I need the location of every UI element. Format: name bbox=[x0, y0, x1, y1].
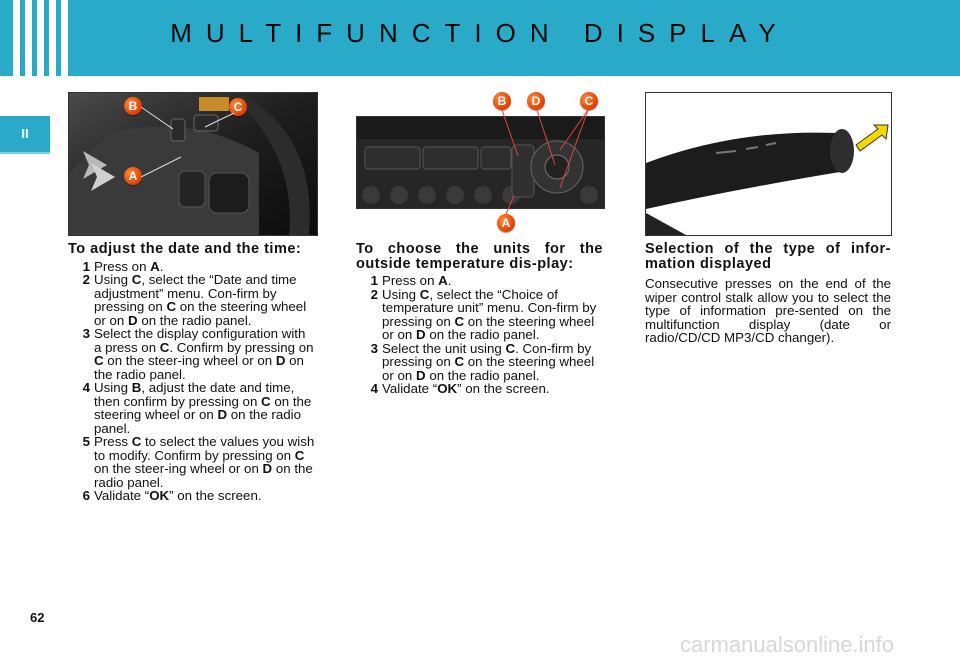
step-text: Validate “OK” on the screen. bbox=[382, 381, 550, 396]
steering-wheel-photo bbox=[68, 92, 318, 236]
section-heading: To choose the units for the outside temperature dis-play: bbox=[356, 241, 603, 272]
step-text: Select the unit using C. Con-firm by pressing on C on the steering wheel or on D on the radio panel. bbox=[382, 340, 595, 383]
label-badge-c: C bbox=[580, 92, 598, 110]
date-time-section bbox=[68, 242, 316, 503]
step-list bbox=[68, 260, 316, 503]
label-badge-a: A bbox=[124, 167, 142, 185]
label-badge-c: C bbox=[229, 98, 247, 116]
step-list bbox=[356, 274, 603, 396]
label-badge-d: D bbox=[527, 92, 545, 110]
step-number: 5 bbox=[82, 434, 90, 449]
step-item bbox=[356, 382, 603, 396]
wiper-stalk-illustration bbox=[646, 93, 891, 235]
press-arrow-icon bbox=[854, 123, 892, 153]
page-number: 62 bbox=[30, 610, 45, 625]
page-title: MULTIFUNCTION DISPLAY bbox=[170, 18, 790, 48]
display-type-section bbox=[645, 242, 891, 345]
step-text: Press on A. bbox=[382, 273, 452, 288]
label-badge-b: B bbox=[493, 92, 511, 110]
step-item bbox=[68, 381, 316, 435]
step-number: 1 bbox=[370, 273, 378, 288]
step-number: 2 bbox=[82, 272, 90, 287]
radio-panel-illustration bbox=[357, 117, 604, 208]
section-paragraph: Consecutive presses on the end of the wiper control stalk allow you to select the type of information pre-sented on the multifunction display (date or radio/CD/CD MP3/CD changer). bbox=[645, 276, 891, 345]
section-tab-underline bbox=[0, 152, 50, 154]
step-number: 3 bbox=[370, 340, 378, 356]
step-text: Select the display configuration with a press on C. Confirm by pressing on C on the steer-ing wheel or on D on the radio panel. bbox=[94, 326, 314, 382]
step-text: Using C, select the “Choice of temperature unit” menu. Con-firm by pressing on C on the steering wheel or on D on the radio panel. bbox=[382, 286, 597, 342]
radio-panel-photo bbox=[356, 116, 605, 209]
step-number: 3 bbox=[82, 326, 90, 341]
section-heading: To adjust the date and the time: bbox=[68, 241, 302, 257]
step-number: 4 bbox=[82, 380, 90, 395]
step-text: Using C, select the “Date and time adjustment” menu. Con-firm by pressing on C on the steering wheel or on D on the radio panel. bbox=[94, 272, 307, 328]
step-text: Press C to select the values you wish to modify. Confirm by pressing on C on the steer-ing wheel or on D on the radio panel. bbox=[94, 434, 315, 490]
step-text: Press on A. bbox=[94, 258, 164, 274]
label-badge-b: B bbox=[124, 97, 142, 115]
step-number: 2 bbox=[370, 286, 378, 302]
step-number: 6 bbox=[82, 488, 90, 503]
step-item bbox=[68, 260, 316, 274]
header-bar bbox=[0, 0, 960, 76]
step-text: Using B, adjust the date and time, then confirm by pressing on C on the steering wheel or on D on the radio panel. bbox=[94, 380, 312, 436]
step-item bbox=[356, 288, 603, 342]
step-number: 4 bbox=[370, 381, 378, 396]
temperature-unit-section bbox=[356, 242, 603, 396]
label-badge-a: A bbox=[497, 214, 515, 232]
step-number: 1 bbox=[82, 258, 90, 274]
footer-watermark: carmanualsonline.info bbox=[680, 632, 895, 657]
leader-lines bbox=[69, 93, 317, 235]
step-text: Validate “OK” on the screen. bbox=[94, 488, 262, 503]
step-item bbox=[68, 327, 316, 381]
step-item bbox=[356, 274, 603, 288]
step-item bbox=[68, 489, 316, 503]
wiper-stalk-photo bbox=[645, 92, 892, 236]
step-item bbox=[68, 435, 316, 489]
section-tab: II bbox=[0, 116, 50, 152]
step-item bbox=[356, 342, 603, 383]
step-item bbox=[68, 273, 316, 327]
section-heading: Selection of the type of infor-mation displayed bbox=[645, 241, 891, 272]
